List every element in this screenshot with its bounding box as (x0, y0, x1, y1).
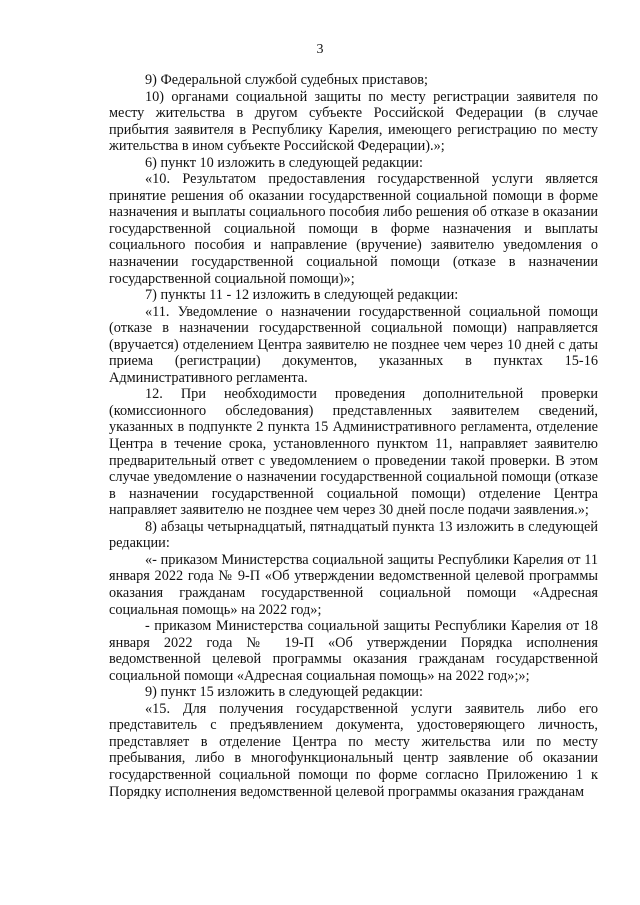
page-number: 3 (316, 42, 324, 57)
paragraph: 8) абзацы четырнадцатый, пятнадцатый пункта 13 изложить в следующей редакции: (109, 518, 598, 552)
paragraph: 9) пункт 15 изложить в следующей редакции: (145, 684, 423, 701)
paragraph: «15. Для получения государственной услуги заявитель либо его представитель с предъявлением документа, удостоверяющего личность, представляет в отделение Центра по месту жительства или по месту пребывания, либо в многофункциональный центр заявление об оказании государственной социальной помощи по форме согласно Приложению 1 к Порядку исполнения ведомственной целевой программы оказания гражданам (109, 700, 598, 800)
paragraph: «11. Уведомление о назначении государственной социальной помощи (отказе в назначении государственной социальной помощи) направляется (вручается) отделением Центра заявителю не позднее чем через 10 дней с даты приема (регистрации) документов, указанных в пунктах 15-16 Административного регламента. (109, 303, 598, 386)
paragraph: «- приказом Министерства социальной защиты Республики Карелия от 11 января 2022 года № 9-П «Об утверждении ведомственной целевой программы оказания гражданам государственной социальной помощи «Адресная социальная помощь» на 2022 год»; (109, 551, 598, 618)
paragraph: 12. При необходимости проведения дополнительной проверки (комиссионного обследования) представленных заявителем сведений, указанных в подпункте 2 пункта 15 Административного регламента, отделение Центра в течение срока, установленного пунктом 11, направляет заявителю предварительный ответ с уведомлением о проведении такой проверки. В этом случае уведомление о назначении государственной социальной помощи (отказе в назначении государственной социальной помощи) отделение Центра направляет заявителю не позднее чем через 30 дней после подачи заявления.»; (109, 386, 598, 519)
paragraph: - приказом Министерства социальной защиты Республики Карелия от 18 января 2022 года № 19-П «Об утверждении Порядка исполнения ведомственной целевой программы оказания гражданам государственной социальной помощи «Адресная социальная помощь» на 2022 год»;»; (109, 618, 598, 684)
paragraph: 7) пункты 11 - 12 изложить в следующей редакции: (145, 287, 459, 304)
paragraph: 10) органами социальной защиты по месту регистрации заявителя по месту жительства в другом субъекте Российской Федерации (в случае прибытия заявителя в Республику Карелия, имеющего регистрацию по месту жительства в ином субъекте Российской Федерации).»; (109, 88, 598, 155)
paragraph: 6) пункт 10 изложить в следующей редакции: (145, 154, 423, 171)
document-body (109, 72, 598, 800)
paragraph: «10. Результатом предоставления государственной услуги является принятие решения об оказании государственной социальной помощи в форме назначения и выплаты социального пособия либо решения об отказе в оказании государственной социальной помощи в форме назначения и выплаты социального пособия и направление (вручение) заявителю уведомления о назначении государственной социальной помощи (отказе в назначении государственной социальной помощи)»; (109, 171, 598, 287)
paragraph: 9) Федеральной службой судебных приставов; (145, 72, 428, 88)
